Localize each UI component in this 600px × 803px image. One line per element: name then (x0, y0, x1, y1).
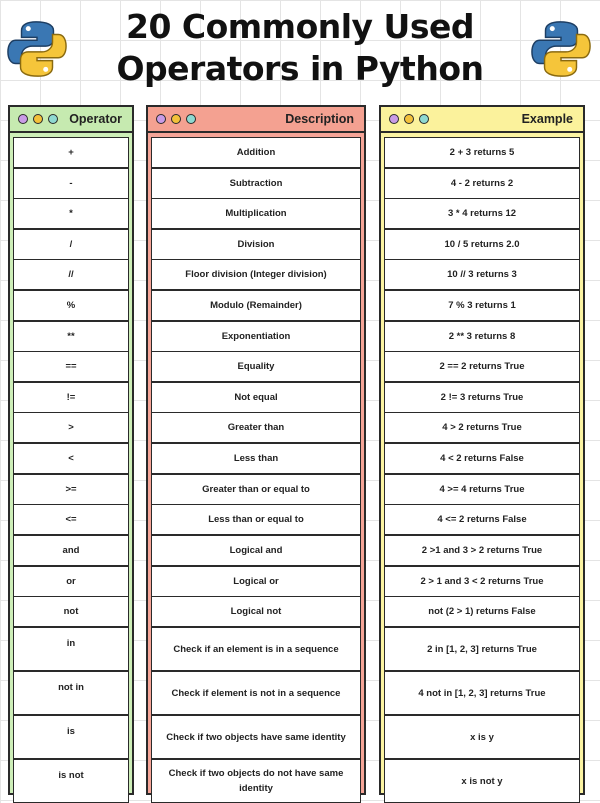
description-panel (146, 105, 366, 795)
window-dots (18, 114, 58, 124)
operator-cell: <= (13, 504, 129, 535)
example-cell: 2 != 3 returns True (384, 382, 580, 413)
operator-panel (8, 105, 134, 795)
operator-cell: == (13, 351, 129, 382)
example-cell: 4 >= 4 returns True (384, 474, 580, 505)
description-cell: Check if two objects have same identity (151, 715, 361, 759)
operator-header-label: Operator (69, 112, 122, 126)
example-cell: 2 ** 3 returns 8 (384, 321, 580, 352)
description-cell: Greater than (151, 412, 361, 443)
example-cell: 7 % 3 returns 1 (384, 290, 580, 321)
description-cell: Logical and (151, 535, 361, 566)
example-cell: not (2 > 1) returns False (384, 596, 580, 627)
yellow-dot-icon (33, 114, 43, 124)
description-cell: Check if element is not in a sequence (151, 671, 361, 715)
description-cell: Floor division (Integer division) (151, 259, 361, 290)
operator-cell: < (13, 443, 129, 474)
example-cell: 4 - 2 returns 2 (384, 168, 580, 199)
description-cell: Addition (151, 137, 361, 168)
operator-cell: or (13, 566, 129, 597)
operator-cell: not in (13, 671, 129, 715)
example-cell: x is y (384, 715, 580, 759)
example-cell: 4 > 2 returns True (384, 412, 580, 443)
example-cell: 2 + 3 returns 5 (384, 137, 580, 168)
description-cell: Exponentiation (151, 321, 361, 352)
description-header-label: Description (285, 112, 354, 126)
operator-cell: ** (13, 321, 129, 352)
purple-dot-icon (18, 114, 28, 124)
description-cell: Check if two objects do not have same identity (151, 759, 361, 803)
example-cell: x is not y (384, 759, 580, 803)
example-cell: 4 < 2 returns False (384, 443, 580, 474)
example-cell: 4 not in [1, 2, 3] returns True (384, 671, 580, 715)
example-panel-header (381, 107, 583, 133)
example-header-label: Example (521, 112, 573, 126)
operator-cell: and (13, 535, 129, 566)
header (0, 0, 600, 100)
operator-cell: is (13, 715, 129, 759)
description-cell: Equality (151, 351, 361, 382)
example-cell: 10 // 3 returns 3 (384, 259, 580, 290)
operator-cell: != (13, 382, 129, 413)
operator-cell: in (13, 627, 129, 671)
teal-dot-icon (419, 114, 429, 124)
purple-dot-icon (389, 114, 399, 124)
example-cell: 4 <= 2 returns False (384, 504, 580, 535)
example-cell: 10 / 5 returns 2.0 (384, 229, 580, 260)
description-cell: Less than (151, 443, 361, 474)
description-cell: Logical not (151, 596, 361, 627)
page-title (70, 6, 530, 90)
operator-cell: // (13, 259, 129, 290)
description-cell: Division (151, 229, 361, 260)
operator-cell: + (13, 137, 129, 168)
yellow-dot-icon (404, 114, 414, 124)
operator-cell: >= (13, 474, 129, 505)
example-cell: 2 == 2 returns True (384, 351, 580, 382)
operator-cell: % (13, 290, 129, 321)
python-logo-icon (6, 18, 68, 80)
description-cell: Check if an element is in a sequence (151, 627, 361, 671)
title-line-2: Operators in Python (116, 49, 484, 88)
example-cell: 2 > 1 and 3 < 2 returns True (384, 566, 580, 597)
description-cell: Less than or equal to (151, 504, 361, 535)
yellow-dot-icon (171, 114, 181, 124)
window-dots (389, 114, 429, 124)
example-panel (379, 105, 585, 795)
python-logo-icon (530, 18, 592, 80)
description-cell: Multiplication (151, 198, 361, 229)
teal-dot-icon (48, 114, 58, 124)
operator-cell: * (13, 198, 129, 229)
teal-dot-icon (186, 114, 196, 124)
purple-dot-icon (156, 114, 166, 124)
description-cell: Not equal (151, 382, 361, 413)
example-cell: 3 * 4 returns 12 (384, 198, 580, 229)
operator-cell: / (13, 229, 129, 260)
example-cell: 2 in [1, 2, 3] returns True (384, 627, 580, 671)
description-cell: Greater than or equal to (151, 474, 361, 505)
example-cell: 2 >1 and 3 > 2 returns True (384, 535, 580, 566)
operator-cell: > (13, 412, 129, 443)
operator-panel-header (10, 107, 132, 133)
window-dots (156, 114, 196, 124)
operator-cell: is not (13, 759, 129, 803)
description-cell: Subtraction (151, 168, 361, 199)
description-cell: Modulo (Remainder) (151, 290, 361, 321)
operator-cell: - (13, 168, 129, 199)
operator-cell: not (13, 596, 129, 627)
title-line-1: 20 Commonly Used (126, 7, 474, 46)
description-cell: Logical or (151, 566, 361, 597)
description-panel-header (148, 107, 364, 133)
